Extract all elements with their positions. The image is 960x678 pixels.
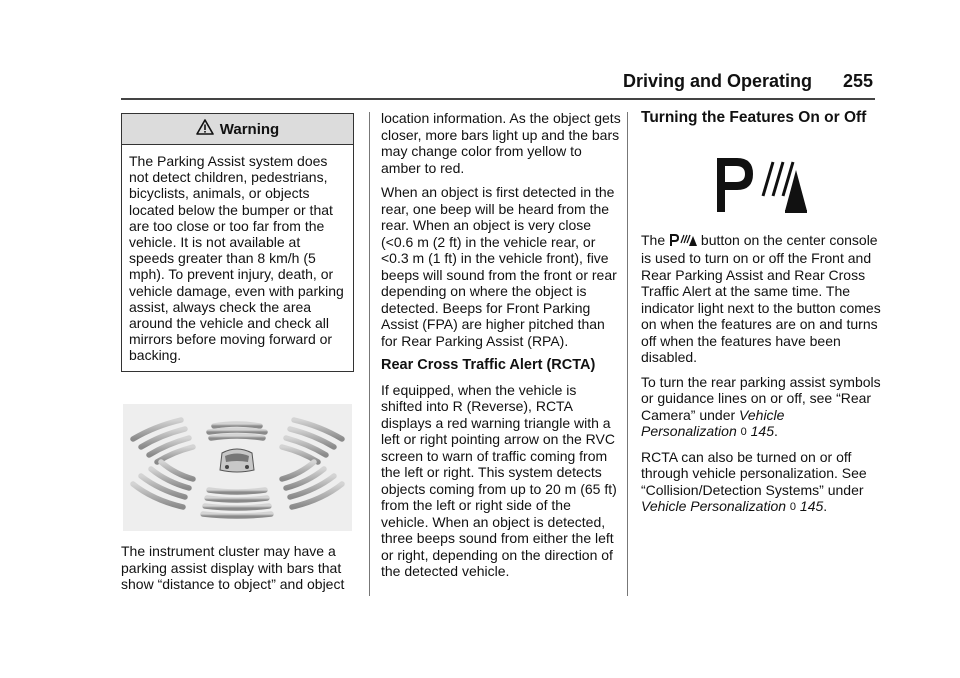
paragraph: The button on the center console is used to turn on or off the Front and Rear Parking Assist and Rear Cross Traffic Alert at the same time. The indicator light next to the button comes on when the features are on and turns off when the features have been disabled. xyxy=(641,231,881,365)
page-number: 255 xyxy=(842,71,873,91)
xref-link[interactable]: Vehicle Personalization xyxy=(641,406,785,439)
header-rule xyxy=(121,98,875,100)
xref-page[interactable]: 145 xyxy=(750,423,774,439)
warning-triangle-icon xyxy=(196,119,214,139)
header-title: Driving and Operating xyxy=(622,71,812,91)
section-heading: Turning the Features On or Off xyxy=(641,109,867,126)
paragraph: To turn the rear parking assist symbols or guidance lines on or off, see “Rear Camera” under Vehicle Personalization 0 145. xyxy=(641,373,881,439)
xref-symbol: 0 xyxy=(740,426,747,439)
warning-box xyxy=(121,113,354,372)
figure-caption: The instrument cluster may have a parking assist display with bars that show “distance to object” and object xyxy=(121,543,345,592)
warning-text: The Parking Assist system does not detect children, pedestrians, bicyclists, animals, or objects located below the bumper or that are too close or too far from the vehicle. It is not available at speeds greater than 8 km/h (5 mph). To prevent injury, death, or vehicle damage, even with parking assist, always check the area around the vehicle and check all mirrors before moving forward or backing. xyxy=(129,153,344,364)
vehicle-icon xyxy=(220,449,254,472)
column-2 xyxy=(381,110,621,588)
column-divider-2 xyxy=(627,112,628,596)
parking-assist-inline-icon xyxy=(669,233,697,251)
paragraph: location information. As the object gets closer, more bars light up and the bars may change color from yellow to amber to red. xyxy=(381,110,621,176)
parking-assist-icon xyxy=(709,150,809,216)
paragraph: RCTA can also be turned on or off through vehicle personalization. See “Collision/Detection Systems” under Vehicle Personalization 0 145. xyxy=(641,448,867,515)
column-divider-1 xyxy=(369,112,370,596)
paragraph: When an object is first detected in the rear, one beep will be heard from the rear. When an object is very close (<0.6 m (2 ft) in the vehicle rear, or <0.3 m (1 ft) in the vehicle front), five beeps will sound from the front or rear depending on where the object is detected. Beeps for Front Parking Assist (FPA) are higher pitched than for Rear Parking Assist (RPA). xyxy=(381,184,617,349)
xref-symbol: 0 xyxy=(789,501,797,514)
parking-assist-bars-figure xyxy=(123,404,352,531)
warning-header xyxy=(122,114,353,145)
warning-title: Warning xyxy=(219,120,280,138)
column-3 xyxy=(641,110,881,524)
paragraph: If equipped, when the vehicle is shifted into R (Reverse), RCTA displays a red warning triangle with a left or right pointing arrow on the RVC screen to warn of traffic coming from the left or right. This system detects objects coming from up to 20 m (65 ft) from the left or right side of the vehicle. When an object is detected, three beeps sound from either the left or right, depending on the direction of the detected vehicle. xyxy=(381,381,617,579)
xref-link[interactable]: Vehicle Personalization xyxy=(641,498,787,515)
rcta-heading: Rear Cross Traffic Alert (RCTA) xyxy=(381,357,596,373)
xref-page[interactable]: 145 xyxy=(799,498,824,515)
